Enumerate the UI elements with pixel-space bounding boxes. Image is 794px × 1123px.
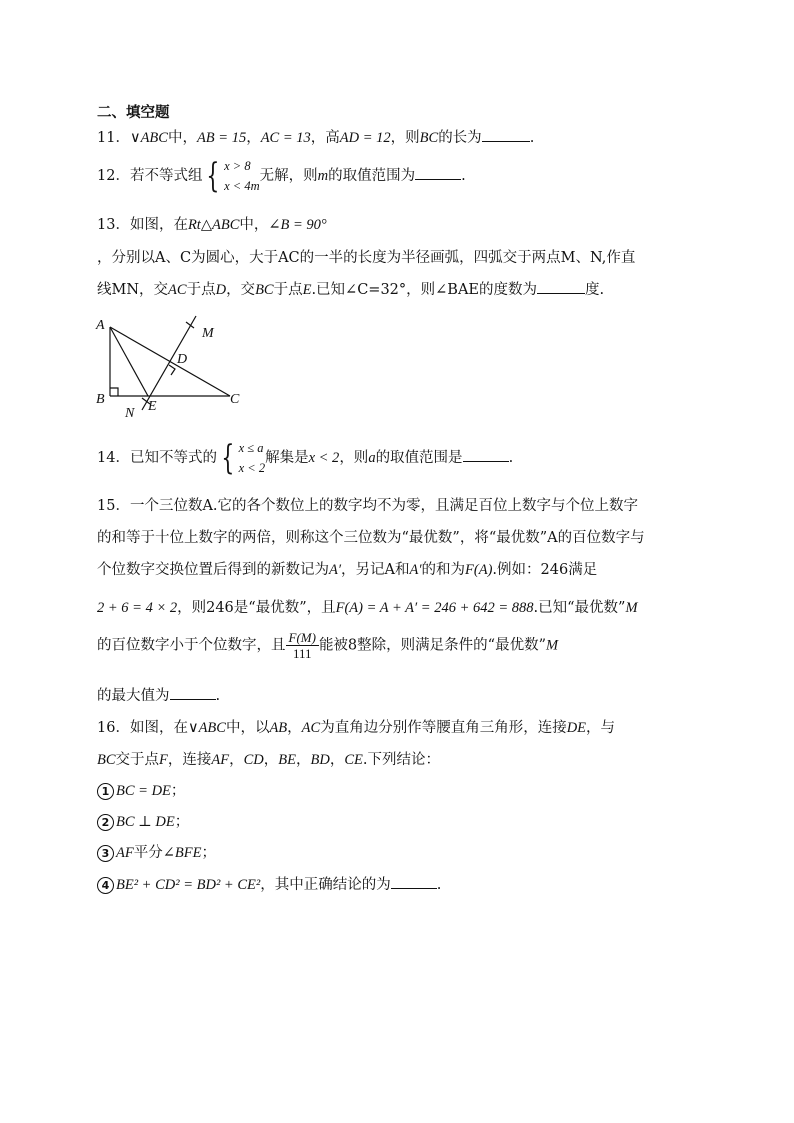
- label-d: D: [177, 352, 188, 367]
- section-title: 二、填空题: [97, 105, 170, 121]
- question-14: 14．已知不等式的 { x ≤ a x < 2 解集是x < 2，则a的取值范围是 .: [97, 438, 514, 478]
- question-11: 11．∨ABC中，AB = 15，AC = 13，高AD = 12，则BC的长为 .: [97, 130, 535, 146]
- conclusion-3: 3 AF平分∠BFE；: [97, 841, 216, 862]
- right-angle-b: [110, 388, 118, 396]
- conclusion-4: 4 BE² + CD² = BD² + CE²，其中正确结论的为 .: [97, 873, 441, 894]
- label-m: M: [202, 326, 214, 341]
- q15-line-3: 个位数字交换位置后得到的新数记为A′，另记A和A′的和为F(A).例如：246满足: [97, 562, 598, 578]
- label-c: C: [230, 392, 240, 407]
- brace-icon: {: [206, 156, 220, 196]
- q15-line-4: 2 + 6 = 4 × 2，则246是“最优数”，且F(A) = A + A′ = 246 + 642 = 888.已知“最优数”M: [97, 600, 638, 616]
- q16-line-2: BC交于点F，连接AF，CD，BE，BD，CE.下列结论：: [97, 752, 440, 768]
- answer-blank[interactable]: [170, 686, 216, 700]
- circled-number-4: 4: [97, 877, 114, 894]
- triangle-figure: [90, 310, 250, 418]
- label-a: A: [96, 318, 105, 333]
- answer-blank[interactable]: [482, 128, 530, 142]
- inequality-system: x > 8 x < 4m: [224, 159, 260, 193]
- q15-line-1: 15．一个三位数A.它的各个数位上的数字均不为零，且满足百位上数字与个位上数字: [97, 498, 639, 514]
- conclusion-1: 1 BC = DE；: [97, 779, 185, 800]
- q13-line-3: 线MN，交AC于点D，交BC于点E.已知∠C=32°，则∠BAE的度数为 度.: [97, 282, 605, 298]
- label-n: N: [125, 406, 135, 418]
- label-e: E: [148, 399, 157, 414]
- circled-number-2: 2: [97, 814, 114, 831]
- inequality-system: x ≤ a x < 2: [238, 441, 266, 475]
- circled-number-3: 3: [97, 845, 114, 862]
- q15-line-5: 的百位数字小于个位数字，且 $\frac{F(M)}{111}$ 能被8整除，则满足条件的“最优数”M: [97, 630, 559, 661]
- q15-line-6: 的最大值为 .: [97, 688, 221, 704]
- q11-number: 11．: [97, 130, 130, 146]
- answer-blank[interactable]: [415, 166, 461, 180]
- right-angle-d: [169, 365, 175, 375]
- answer-blank[interactable]: [463, 448, 509, 462]
- fraction: $\frac{F(M)}{111}$: [286, 630, 319, 661]
- circled-number-1: 1: [97, 783, 114, 800]
- question-13: 13．如图，在Rt△ABC中，∠B = 90°: [97, 217, 327, 233]
- q15-line-2: 的和等于十位上数字的两倍，则称这个三位数为“最优数”，将“最优数”A的百位数字与: [97, 530, 645, 546]
- brace-icon: {: [221, 438, 235, 478]
- question-12: 12．若不等式组 { x > 8 x < 4m 无解，则m的取值范围为 .: [97, 156, 466, 196]
- label-b: B: [96, 392, 105, 407]
- answer-blank[interactable]: [537, 280, 585, 294]
- q13-line-2: ，分别以A、C为圆心，大于AC的一半的长度为半径画弧，四弧交于两点M、N,作直: [97, 250, 636, 266]
- answer-blank[interactable]: [391, 875, 437, 889]
- q16-line-1: 16．如图，在∨ABC中，以AB，AC为直角边分别作等腰直角三角形，连接DE，与: [97, 720, 616, 736]
- conclusion-2: 2 BC ⊥ DE；: [97, 810, 189, 831]
